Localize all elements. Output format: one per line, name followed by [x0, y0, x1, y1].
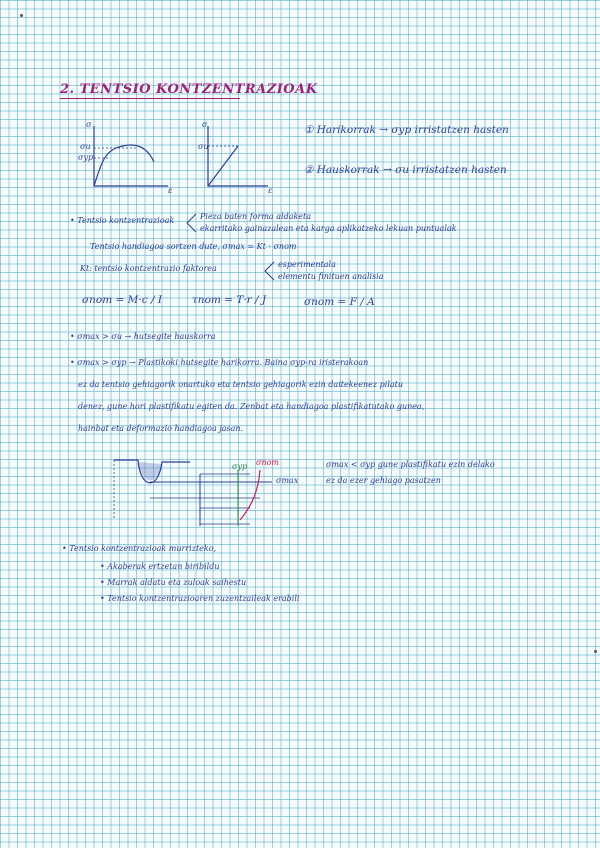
diagram-note-line-1: σmax < σyp gune plastifikatu ezin delako [326, 460, 495, 469]
brace-kt [262, 260, 276, 282]
left-level-yp: σyp [78, 153, 94, 162]
left-y-label: σ [86, 120, 92, 129]
bullet-ductile-line-3: denez, gune hori plastifikatu egiten da. Zenbat eta handiagoa plastifikatutako gunea, [78, 402, 425, 411]
section-title: 2. TENTSIO KONTZENTRAZIOAK [60, 82, 318, 97]
reduce-item-1: • Akaberak ertzetan biribildu [100, 562, 220, 571]
title-underline [60, 98, 240, 99]
brace-intro [184, 212, 198, 234]
right-x-label: ε [268, 186, 273, 195]
label-sigma-nom: σnom [256, 458, 280, 467]
bullet-ductile-line-2: ez da tentsio gehiagorik onartuko eta tentsio gehiagorik ezin daitekeenez pilatu [78, 380, 404, 389]
intro-branch-a: Pieza baten forma aldaketa [200, 212, 312, 221]
case-ductile: ① Harikorrak → σyp irristatzen hasten [304, 124, 509, 136]
label-sigma-max: σmax [276, 476, 299, 485]
right-y-label: σ [202, 120, 208, 129]
paper-speck [20, 14, 23, 17]
formula-axial: σnom = F / A [304, 296, 375, 308]
diagram-note-line-2: ez da ezer gehiago pasatzen [326, 476, 441, 485]
kt-option-a: esperimentala [278, 260, 336, 269]
paper-speck-2 [594, 650, 597, 653]
intro-line2: Tentsio handiagoa sortzen dute, σmax = Kt · σnom [90, 242, 297, 251]
case-brittle: ② Hauskorrak → σu irristatzen hasten [304, 164, 507, 176]
reduce-item-3: • Tentsio kontzentrazioaren zuzentzaileak erabili [100, 594, 300, 603]
left-level-u: σu [80, 142, 91, 151]
bullet-ductile-line-1: • σmax > σyp → Plastikoki hutsegite harikorra. Baina σyp-ra iristerakoan [70, 358, 369, 367]
stress-strain-brittle-graph [196, 122, 286, 202]
bullet-ductile-line-4: hainbat eta deformazio handiagoa jasan. [78, 424, 244, 433]
left-x-label: ε [168, 186, 173, 195]
formula-torsion: τnom = T·r / J [192, 294, 267, 306]
notch-stress-diagram [110, 448, 310, 528]
right-level-u: σu [198, 142, 209, 151]
kt-option-b: elementu finituen analisia [278, 272, 384, 281]
kt-label: Kt: tentsio kontzentrazio faktorea [80, 264, 217, 273]
bullet-brittle-failure: • σmax > σu → hutsegite hauskorra [70, 332, 216, 341]
reduce-item-2: • Marrak aldatu eta zuloak saihestu [100, 578, 247, 587]
intro-branch-b: ekarritako gainazalean eta karga aplikatzeko lekuan puntualak [200, 224, 457, 233]
intro-label: • Tentsio kontzentrazioak [70, 216, 175, 225]
stress-strain-ductile-graph [80, 122, 180, 202]
reduce-heading: • Tentsio kontzentrazioak murrizteko, [62, 544, 217, 553]
label-sigma-yp-diagram: σyp [232, 462, 248, 471]
formula-flexion: σnom = M·c / I [82, 294, 163, 306]
